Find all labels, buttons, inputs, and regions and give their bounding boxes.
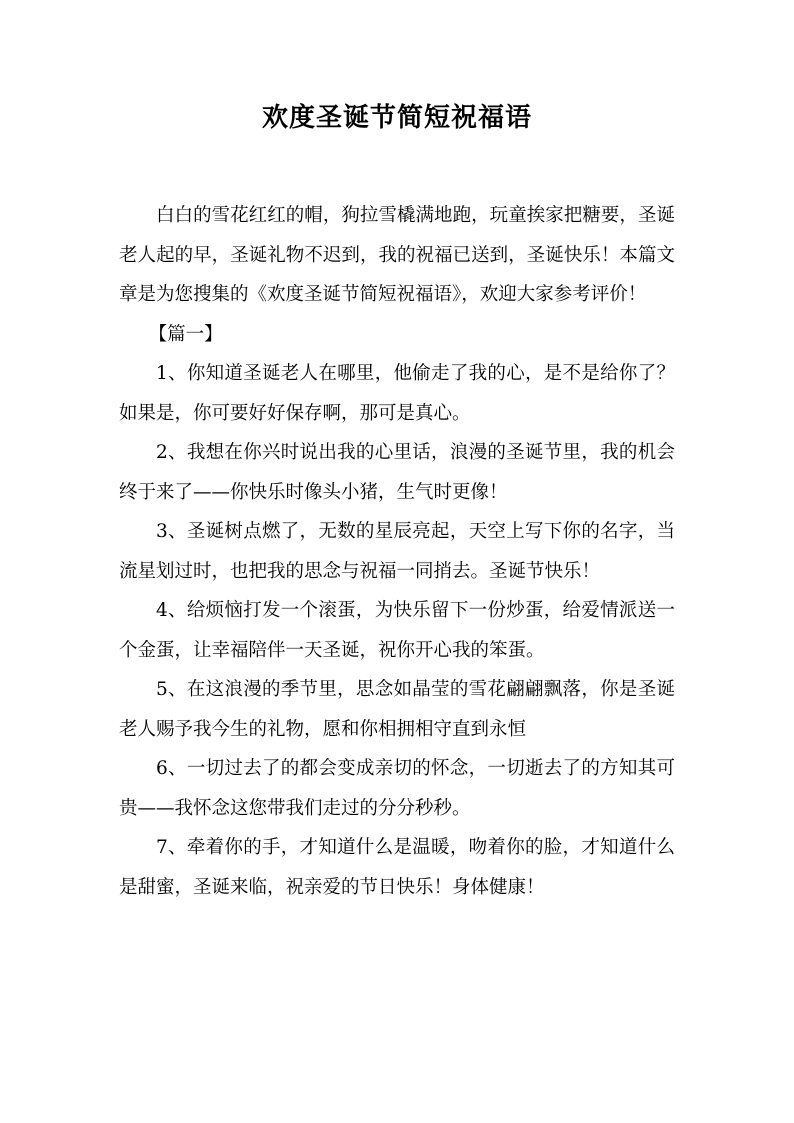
wish-item-7: 7、牵着你的手，才知道什么是温暖，吻着你的脸，才知道什么是甜蜜，圣诞来临，祝亲爱的节日快乐！身体健康！: [119, 837, 675, 898]
wish-item-1: 1、你知道圣诞老人在哪里，他偷走了我的心，是不是给你了？如果是，你可要好好保存啊，那可是真心。: [119, 363, 675, 424]
wish-item-3: 3、圣诞树点燃了，无数的星辰亮起，天空上写下你的名字，当流星划过时，也把我的思念与祝福一同捎去。圣诞节快乐！: [119, 521, 675, 582]
section-heading: 【篇一】: [148, 323, 223, 345]
wish-item-2: 2、我想在你兴时说出我的心里话，浪漫的圣诞节里，我的机会终于来了——你快乐时像头小猪，生气时更像！: [119, 442, 675, 503]
wish-item-5: 5、在这浪漫的季节里，思念如晶莹的雪花翩翩飘落，你是圣诞老人赐予我今生的礼物，愿和你相拥相守直到永恒: [119, 679, 675, 740]
wish-item-4: 4、给烦恼打发一个滚蛋，为快乐留下一份炒蛋，给爱情派送一个金蛋，让幸福陪伴一天圣诞，祝你开心我的笨蛋。: [119, 600, 675, 661]
intro-paragraph: 白白的雪花红红的帽，狗拉雪橇满地跑，玩童挨家把糖要，圣诞老人起的早，圣诞礼物不迟到，我的祝福已送到，圣诞快乐！本篇文章是为您搜集的《欢度圣诞节简短祝福语》，欢迎大家参考评价！: [119, 205, 675, 305]
wish-item-6: 6、一切过去了的都会变成亲切的怀念，一切逝去了的方知其可贵——我怀念这您带我们走过的分分秒秒。: [119, 758, 675, 819]
document-body: [119, 196, 675, 907]
document-title: 欢度圣诞节简短祝福语: [261, 103, 532, 133]
